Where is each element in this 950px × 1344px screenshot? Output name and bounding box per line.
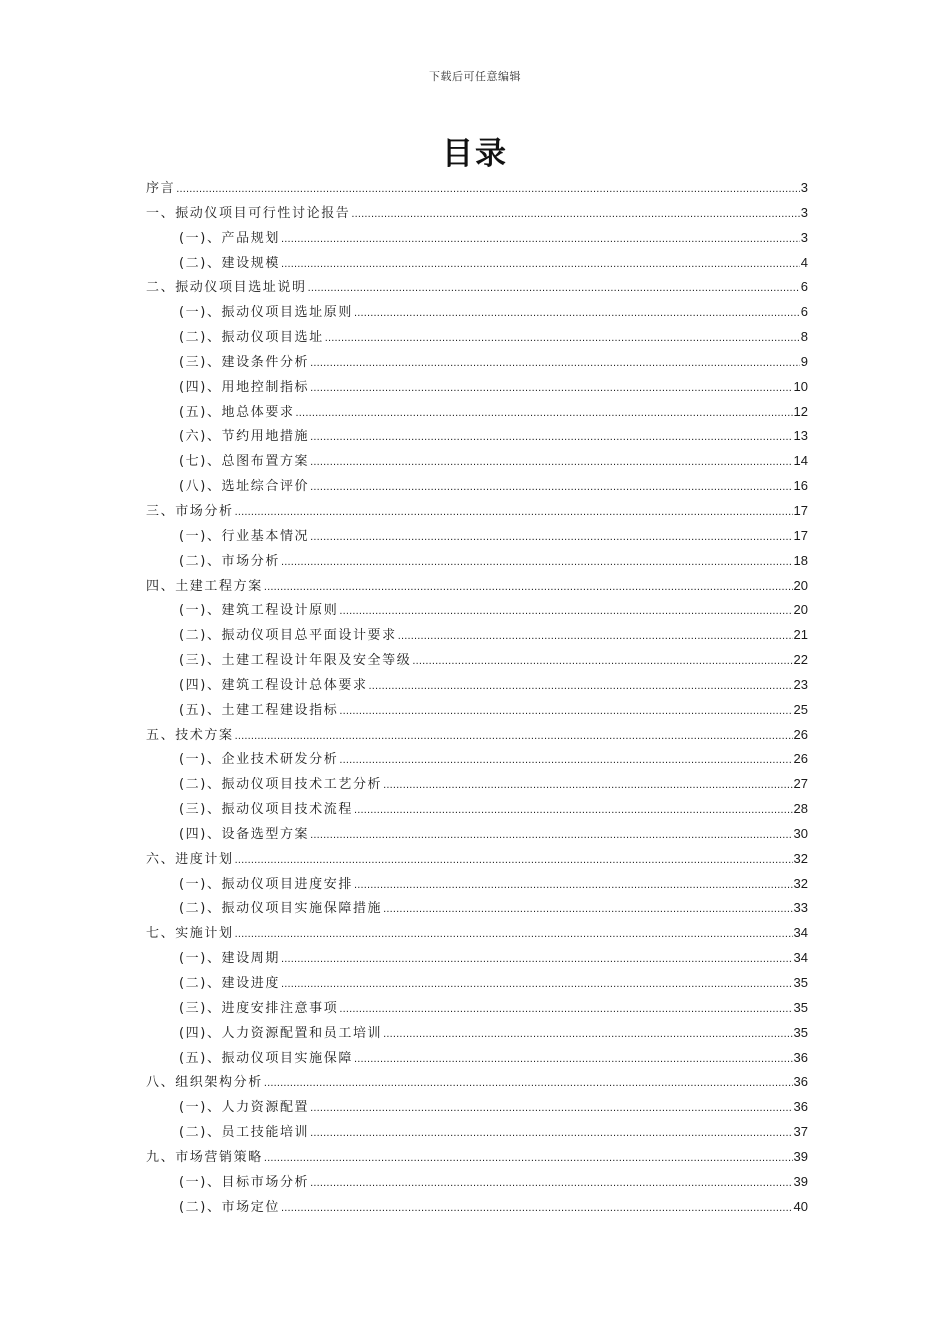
toc-entry-label: 二、振动仪项目选址说明 [146,280,307,296]
toc-entry-label: 九、市场营销策略 [146,1149,263,1165]
toc-entry[interactable] [146,424,808,449]
toc-dot-leader [369,674,793,699]
toc-entry-page-number: 35 [793,975,808,990]
toc-entry-label: (三)、建设条件分析 [179,354,310,370]
toc-entry-label: (三)、振动仪项目技术流程 [179,802,353,818]
toc-dot-leader [383,1022,792,1047]
toc-entry-page-number: 14 [793,453,808,469]
toc-dot-leader [310,475,792,500]
toc-entry-page-number: 20 [793,577,808,593]
toc-entry-page-number: 37 [793,1124,808,1140]
toc-entry-label: 六、进度计划 [146,851,234,867]
toc-dot-leader [310,1171,792,1196]
toc-entry[interactable] [146,176,808,201]
toc-entry-label: 七、实施计划 [146,926,234,942]
toc-entry[interactable] [146,1070,808,1095]
toc-entry[interactable] [146,375,808,400]
toc-entry-label: (五)、土建工程建设指标 [179,702,339,718]
toc-entry[interactable] [146,275,808,300]
toc-entry[interactable] [146,325,808,350]
table-of-contents [146,176,808,1219]
toc-dot-leader [339,699,792,724]
toc-dot-leader [398,624,793,649]
toc-entry[interactable] [146,251,808,276]
header-note: 下载后可任意编辑 [429,70,521,83]
toc-entry[interactable] [146,350,808,375]
toc-dot-leader [412,649,792,674]
toc-entry[interactable] [146,1170,808,1195]
toc-entry-page-number: 17 [793,502,808,518]
toc-entry-label: (二)、建设规模 [179,255,280,271]
toc-dot-leader [354,873,793,898]
toc-entry-label: (七)、总图布置方案 [179,454,310,470]
toc-dot-leader [281,972,793,997]
toc-dot-leader [176,177,800,202]
toc-entry[interactable] [146,1046,808,1071]
toc-entry-page-number: 3 [800,204,808,220]
toc-entry-label: (一)、建筑工程设计原则 [179,603,339,619]
toc-entry-page-number: 4 [800,254,808,270]
toc-entry[interactable] [146,896,808,921]
toc-entry-page-number: 39 [793,1173,808,1189]
toc-dot-leader [310,425,792,450]
toc-dot-leader [310,823,792,848]
toc-dot-leader [281,550,793,575]
toc-entry-label: (四)、用地控制指标 [179,379,310,395]
toc-entry[interactable] [146,449,808,474]
toc-entry-page-number: 17 [793,527,808,543]
toc-entry-page-number: 3 [800,180,808,195]
toc-entry-label: (五)、地总体要求 [179,404,295,420]
toc-entry[interactable] [146,1021,808,1046]
toc-entry[interactable] [146,921,808,946]
toc-entry-page-number: 33 [793,900,808,916]
toc-entry[interactable] [146,400,808,425]
toc-entry-label: (二)、建设进度 [179,976,280,991]
toc-dot-leader [383,773,792,798]
toc-entry-page-number: 9 [800,353,808,369]
toc-entry[interactable] [146,822,808,847]
toc-entry-label: (四)、人力资源配置和员工培训 [179,1025,383,1041]
toc-dot-leader [235,724,793,749]
toc-entry-label: (一)、目标市场分析 [179,1174,310,1190]
toc-dot-leader [235,922,793,947]
toc-entry-label: 五、技术方案 [146,727,234,743]
toc-entry[interactable] [146,524,808,549]
toc-entry-label: (四)、设备选型方案 [179,826,310,842]
toc-entry-page-number: 22 [793,652,808,668]
toc-entry[interactable] [146,648,808,673]
toc-entry[interactable] [146,872,808,897]
toc-entry[interactable] [146,797,808,822]
toc-dot-leader [339,599,792,624]
toc-entry-page-number: 39 [793,1148,808,1164]
toc-entry-label: (二)、振动仪项目实施保障措施 [179,901,383,917]
toc-entry-page-number: 26 [793,726,808,742]
toc-entry[interactable] [146,946,808,971]
toc-dot-leader [281,1196,793,1221]
toc-entry-label: (三)、土建工程设计年限及安全等级 [179,653,412,669]
toc-entry-label: (四)、建筑工程设计总体要求 [179,677,368,693]
toc-entry-label: (二)、振动仪项目技术工艺分析 [179,777,383,793]
toc-entry-page-number: 35 [793,1024,808,1040]
toc-entry[interactable] [146,300,808,325]
toc-dot-leader [264,1146,793,1171]
toc-entry[interactable] [146,598,808,623]
toc-dot-leader [354,1047,793,1072]
toc-entry-label: 一、振动仪项目可行性讨论报告 [146,205,351,221]
toc-entry[interactable] [146,1195,808,1220]
toc-entry[interactable] [146,226,808,251]
toc-entry-label: (六)、节约用地措施 [179,429,310,445]
toc-entry-page-number: 40 [793,1198,808,1214]
toc-entry-page-number: 28 [793,801,808,817]
toc-dot-leader [351,202,799,227]
toc-entry[interactable] [146,1095,808,1120]
toc-entry-label: (二)、振动仪项目总平面设计要求 [179,628,397,644]
toc-dot-leader [339,997,792,1022]
toc-dot-leader [354,301,800,326]
toc-entry[interactable] [146,698,808,723]
toc-entry-label: (一)、人力资源配置 [179,1100,310,1116]
toc-entry-label: (八)、选址综合评价 [179,479,310,495]
toc-entry-page-number: 12 [793,403,808,419]
toc-dot-leader [339,748,792,773]
toc-entry-label: 四、土建工程方案 [146,578,263,594]
toc-entry[interactable] [146,201,808,226]
toc-dot-leader [264,575,793,600]
toc-dot-leader [281,252,800,277]
toc-entry-label: (三)、进度安排注意事项 [179,1000,339,1016]
toc-entry-page-number: 36 [793,1049,808,1065]
toc-dot-leader [281,947,793,972]
toc-entry[interactable] [146,847,808,872]
toc-entry[interactable] [146,574,808,599]
toc-entry-label: 三、市场分析 [146,503,234,519]
toc-entry-label: (一)、振动仪项目选址原则 [179,305,353,321]
toc-dot-leader [310,450,792,475]
toc-entry-page-number: 30 [793,825,808,841]
toc-dot-leader [325,326,800,351]
toc-entry-page-number: 20 [793,602,808,618]
page-title: 目录 [442,136,508,172]
toc-dot-leader [281,227,800,252]
toc-entry-label: (一)、建设周期 [179,951,280,967]
toc-entry-label: (五)、振动仪项目实施保障 [179,1050,353,1066]
toc-entry-label: (二)、振动仪项目选址 [179,330,324,346]
toc-entry-page-number: 6 [800,304,808,320]
toc-dot-leader [310,351,800,376]
toc-entry[interactable] [146,673,808,698]
toc-entry-page-number: 32 [793,850,808,866]
toc-entry-label: (一)、振动仪项目进度安排 [179,876,353,892]
toc-dot-leader [354,798,793,823]
toc-entry[interactable] [146,549,808,574]
toc-dot-leader [310,525,792,550]
toc-entry-page-number: 13 [793,428,808,444]
toc-entry-label: (一)、行业基本情况 [179,528,310,544]
toc-entry[interactable] [146,996,808,1021]
toc-entry-page-number: 6 [800,279,808,295]
toc-entry[interactable] [146,1145,808,1170]
toc-entry-page-number: 36 [793,1099,808,1115]
toc-entry[interactable] [146,772,808,797]
toc-entry-page-number: 3 [800,229,808,245]
toc-entry-page-number: 26 [793,751,808,767]
toc-entry-page-number: 16 [793,478,808,494]
toc-entry-page-number: 35 [793,999,808,1015]
toc-entry[interactable] [146,474,808,499]
toc-entry-page-number: 34 [793,925,808,941]
toc-dot-leader [310,376,792,401]
toc-dot-leader [235,848,793,873]
toc-entry-page-number: 25 [793,701,808,717]
toc-entry-label: (二)、员工技能培训 [179,1125,310,1141]
toc-dot-leader [264,1071,793,1096]
toc-entry-page-number: 36 [793,1074,808,1090]
toc-dot-leader [235,500,793,525]
toc-entry[interactable] [146,623,808,648]
toc-dot-leader [310,1121,792,1146]
toc-entry-page-number: 27 [793,776,808,792]
toc-entry-label: (一)、产品规划 [179,230,280,246]
toc-entry-page-number: 18 [793,552,808,568]
toc-entry-page-number: 34 [793,950,808,966]
toc-entry-label: 序言 [146,181,176,196]
toc-entry[interactable] [146,499,808,524]
toc-entry[interactable] [146,971,808,996]
toc-entry-page-number: 21 [793,627,808,643]
toc-entry-page-number: 8 [800,329,808,345]
toc-dot-leader [310,1096,792,1121]
toc-entry-page-number: 10 [793,378,808,394]
toc-entry-label: (二)、市场分析 [179,553,280,569]
toc-dot-leader [296,401,793,426]
toc-entry[interactable] [146,747,808,772]
toc-dot-leader [308,276,800,301]
toc-entry-label: (二)、市场定位 [179,1199,280,1215]
toc-entry-label: 八、组织架构分析 [146,1075,263,1091]
toc-entry[interactable] [146,1120,808,1145]
toc-dot-leader [383,897,792,922]
toc-entry-page-number: 23 [793,676,808,692]
toc-entry-page-number: 32 [793,875,808,891]
toc-entry-label: (一)、企业技术研发分析 [179,752,339,768]
toc-entry[interactable] [146,723,808,748]
